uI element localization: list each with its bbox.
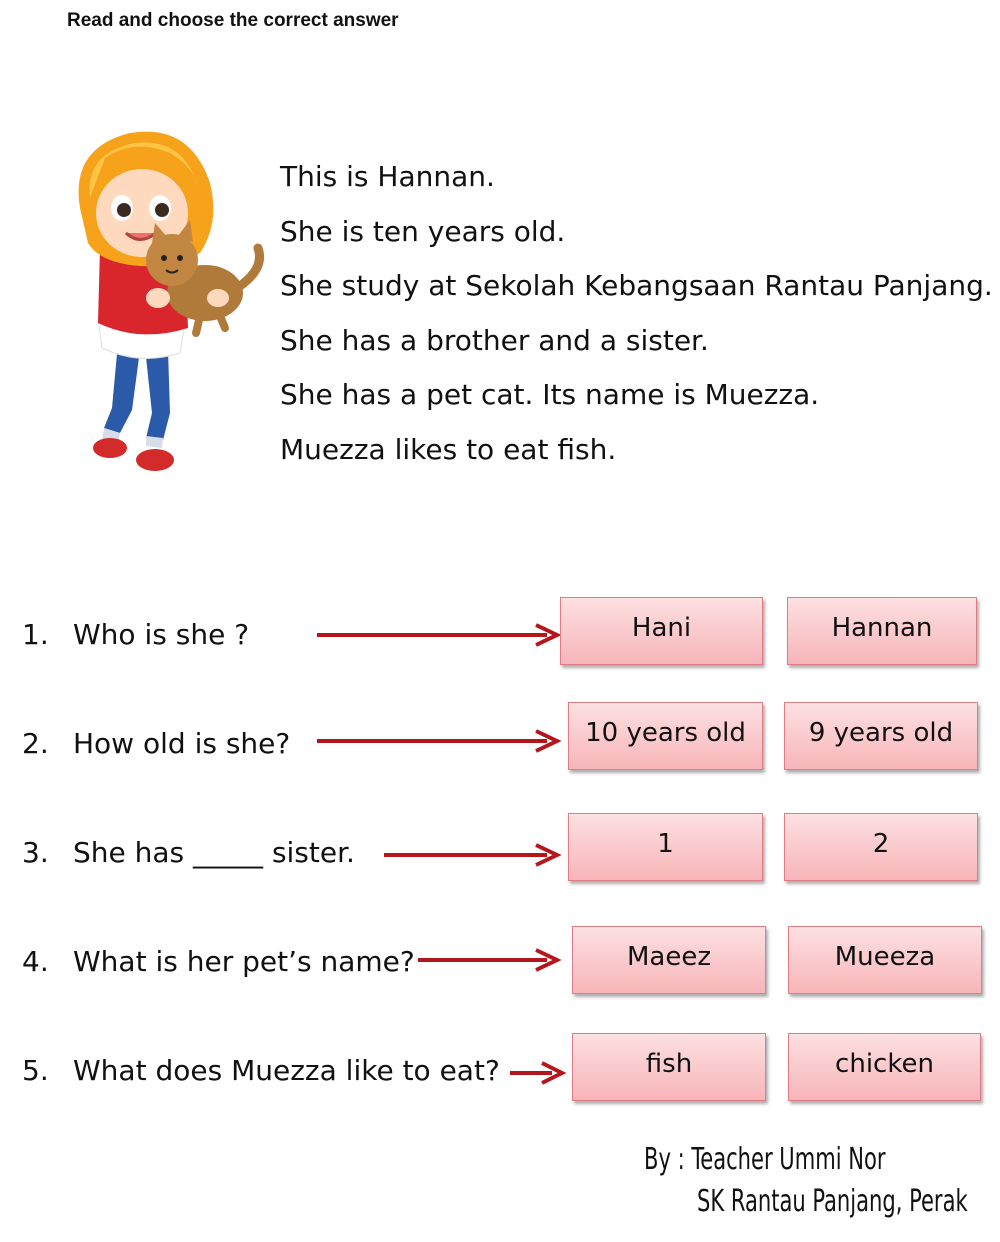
- answer-option[interactable]: 2: [784, 813, 978, 881]
- question-text: What does Muezza like to eat?: [73, 1054, 500, 1087]
- girl-with-cat-illustration: [60, 128, 270, 488]
- answer-option[interactable]: chicken: [788, 1033, 981, 1101]
- question-number: 1.: [22, 618, 49, 651]
- story-line: This is Hannan.: [280, 160, 495, 193]
- question-text: She has _____ sister.: [73, 836, 355, 869]
- arrow-icon: [315, 726, 560, 756]
- answer-option[interactable]: 1: [568, 813, 763, 881]
- arrow-icon: [315, 620, 560, 650]
- answer-option[interactable]: fish: [572, 1033, 766, 1101]
- story-line: She has a pet cat. Its name is Muezza.: [280, 378, 820, 411]
- answer-option[interactable]: 10 years old: [568, 702, 763, 770]
- arrow-icon: [416, 945, 560, 975]
- answer-option[interactable]: 9 years old: [784, 702, 978, 770]
- question-number: 2.: [22, 727, 49, 760]
- story-line: She is ten years old.: [280, 214, 566, 248]
- question-text: How old is she?: [73, 727, 291, 760]
- answer-option[interactable]: Hannan: [787, 597, 977, 665]
- story-text: [280, 150, 993, 477]
- question-number: 3.: [22, 836, 49, 869]
- arrow-icon: [508, 1058, 564, 1088]
- question-number: 4.: [22, 945, 49, 978]
- answer-option[interactable]: Mueeza: [788, 926, 982, 994]
- arrow-icon: [382, 840, 560, 870]
- school-credit: SK Rantau Panjang, Perak: [697, 1184, 968, 1219]
- instruction-heading: Read and choose the correct answer: [67, 10, 399, 31]
- answer-option[interactable]: Hani: [560, 597, 763, 665]
- question-text: Who is she ?: [73, 618, 250, 651]
- story-line: She study at Sekolah Kebangsaan Rantau Panjang.: [280, 269, 993, 302]
- author-credit: By : Teacher Ummi Nor: [644, 1142, 886, 1177]
- story-line: She has a brother and a sister.: [280, 323, 709, 357]
- question-text: What is her pet’s name?: [73, 945, 415, 978]
- story-line: Muezza likes to eat fish.: [280, 432, 617, 466]
- question-number: 5.: [22, 1054, 49, 1087]
- answer-option[interactable]: Maeez: [572, 926, 766, 994]
